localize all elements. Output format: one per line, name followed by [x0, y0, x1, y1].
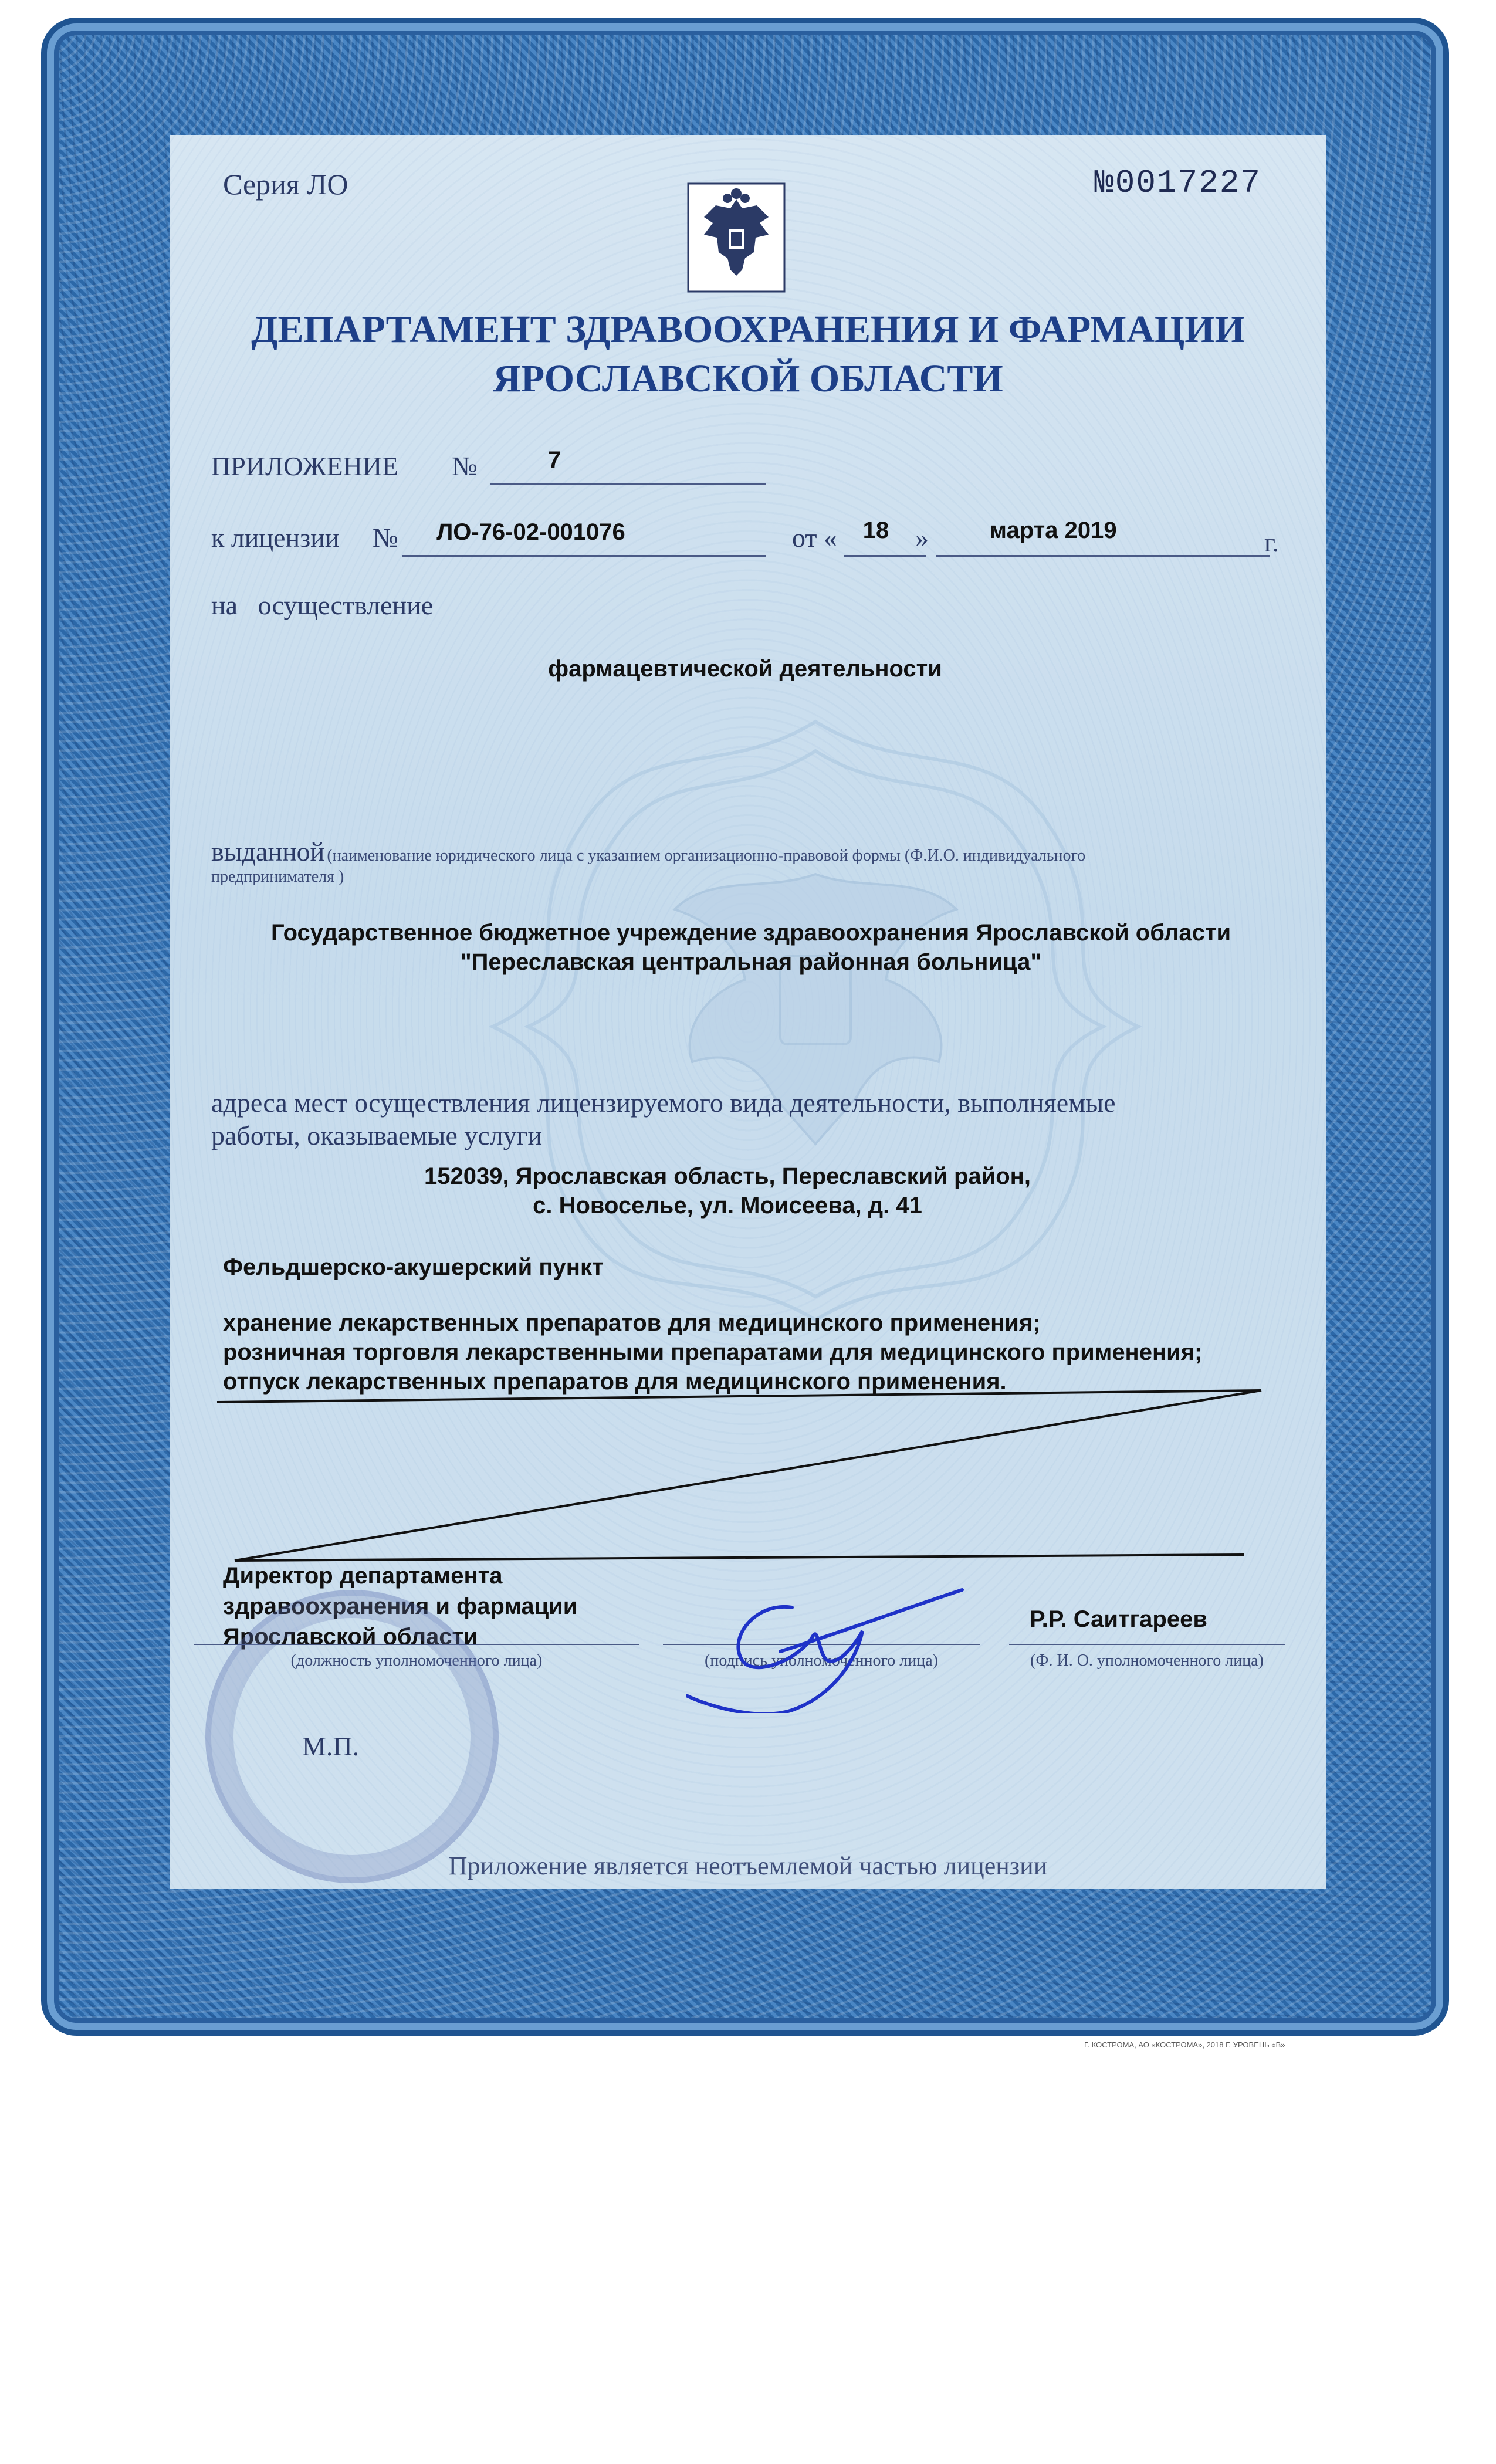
seal-place-label: М.П.	[302, 1731, 360, 1761]
license-year-suffix: г.	[1264, 527, 1280, 557]
issuing-authority-line2: ЯРОСЛАВСКОЙ ОБЛАСТИ	[493, 357, 1003, 400]
document-sheet	[170, 135, 1326, 1889]
issuing-authority-line1: ДЕПАРТАМЕНТ ЗДРАВООХРАНЕНИЯ И ФАРМАЦИИ	[251, 308, 1245, 351]
print-info: Г. КОСТРОМА, АО «КОСТРОМА», 2018 Г. УРОВЕНЬ «В»	[1084, 2040, 1285, 2049]
signer-position-line1: Директор департамента	[223, 1563, 503, 1589]
signer-position-line3: Ярославской области	[223, 1624, 478, 1650]
organization-name	[170, 918, 1332, 977]
appendix-number: 7	[547, 447, 561, 473]
license-close-quote: »	[915, 523, 929, 553]
signer-position-line2: здравоохранения и фармации	[223, 1593, 578, 1619]
address-line1: 152039, Ярославская область, Переславский район,	[424, 1163, 1031, 1189]
issuing-authority	[170, 305, 1326, 404]
license-number: ЛО-76-02-001076	[436, 519, 625, 545]
organization-name-line2: "Переславская центральная районная больница"	[460, 949, 1042, 975]
service-item: отпуск лекарственных препаратов для медицинского применения.	[223, 1369, 1007, 1395]
issued-note: (наименование юридического лица с указанием организационно-правовой формы (Ф.И.О. индивидуального предпринимателя )	[211, 847, 1086, 886]
addresses-label-line2: работы, оказываемые услуги	[211, 1121, 543, 1150]
appendix-no-sign: №	[452, 451, 478, 481]
footer-note: Приложение является неотъемлемой частью лицензии	[448, 1852, 1048, 1880]
activity-value: фармацевтической деятельности	[548, 656, 942, 682]
signer-name: Р.Р. Саитгареев	[1030, 1606, 1207, 1632]
address-line2: с. Новоселье, ул. Моисеева, д. 41	[533, 1193, 922, 1219]
license-month-year: марта 2019	[989, 517, 1117, 543]
facility-type: Фельдшерско-акушерский пункт	[223, 1254, 604, 1280]
watermark-emblem-icon	[463, 698, 1167, 1343]
cancellation-z-line	[170, 1367, 1326, 1578]
address	[170, 1162, 1285, 1220]
license-day: 18	[862, 517, 889, 543]
service-item: розничная торговля лекарственными препаратами для медицинского применения;	[223, 1339, 1203, 1365]
coat-of-arms-icon	[686, 182, 786, 293]
issued-label: выданной	[211, 837, 325, 867]
activity-label: на осуществление	[211, 590, 434, 620]
service-item: хранение лекарственных препаратов для медицинского применения;	[223, 1310, 1041, 1336]
license-no-sign: №	[373, 523, 398, 553]
name-caption: (Ф. И. О. уполномоченного лица)	[1030, 1651, 1264, 1670]
series-label: Серия ЛО	[223, 168, 348, 201]
form-number: №0017227	[1094, 164, 1261, 202]
addresses-label-line1: адреса мест осуществления лицензируемого вида деятельности, выполняемые	[211, 1088, 1116, 1118]
signature-caption: (подпись уполномоченного лица)	[705, 1651, 938, 1670]
license-from-label: от «	[792, 523, 837, 553]
appendix-label: ПРИЛОЖЕНИЕ	[211, 451, 399, 481]
handwritten-signature-icon	[686, 1572, 980, 1713]
position-caption: (должность уполномоченного лица)	[290, 1651, 543, 1670]
addresses-label	[211, 1087, 1116, 1152]
organization-name-line1: Государственное бюджетное учреждение здравоохранения Ярославской области	[270, 920, 1231, 946]
issued-label-block	[211, 836, 1179, 887]
license-label: к лицензии	[211, 523, 340, 553]
